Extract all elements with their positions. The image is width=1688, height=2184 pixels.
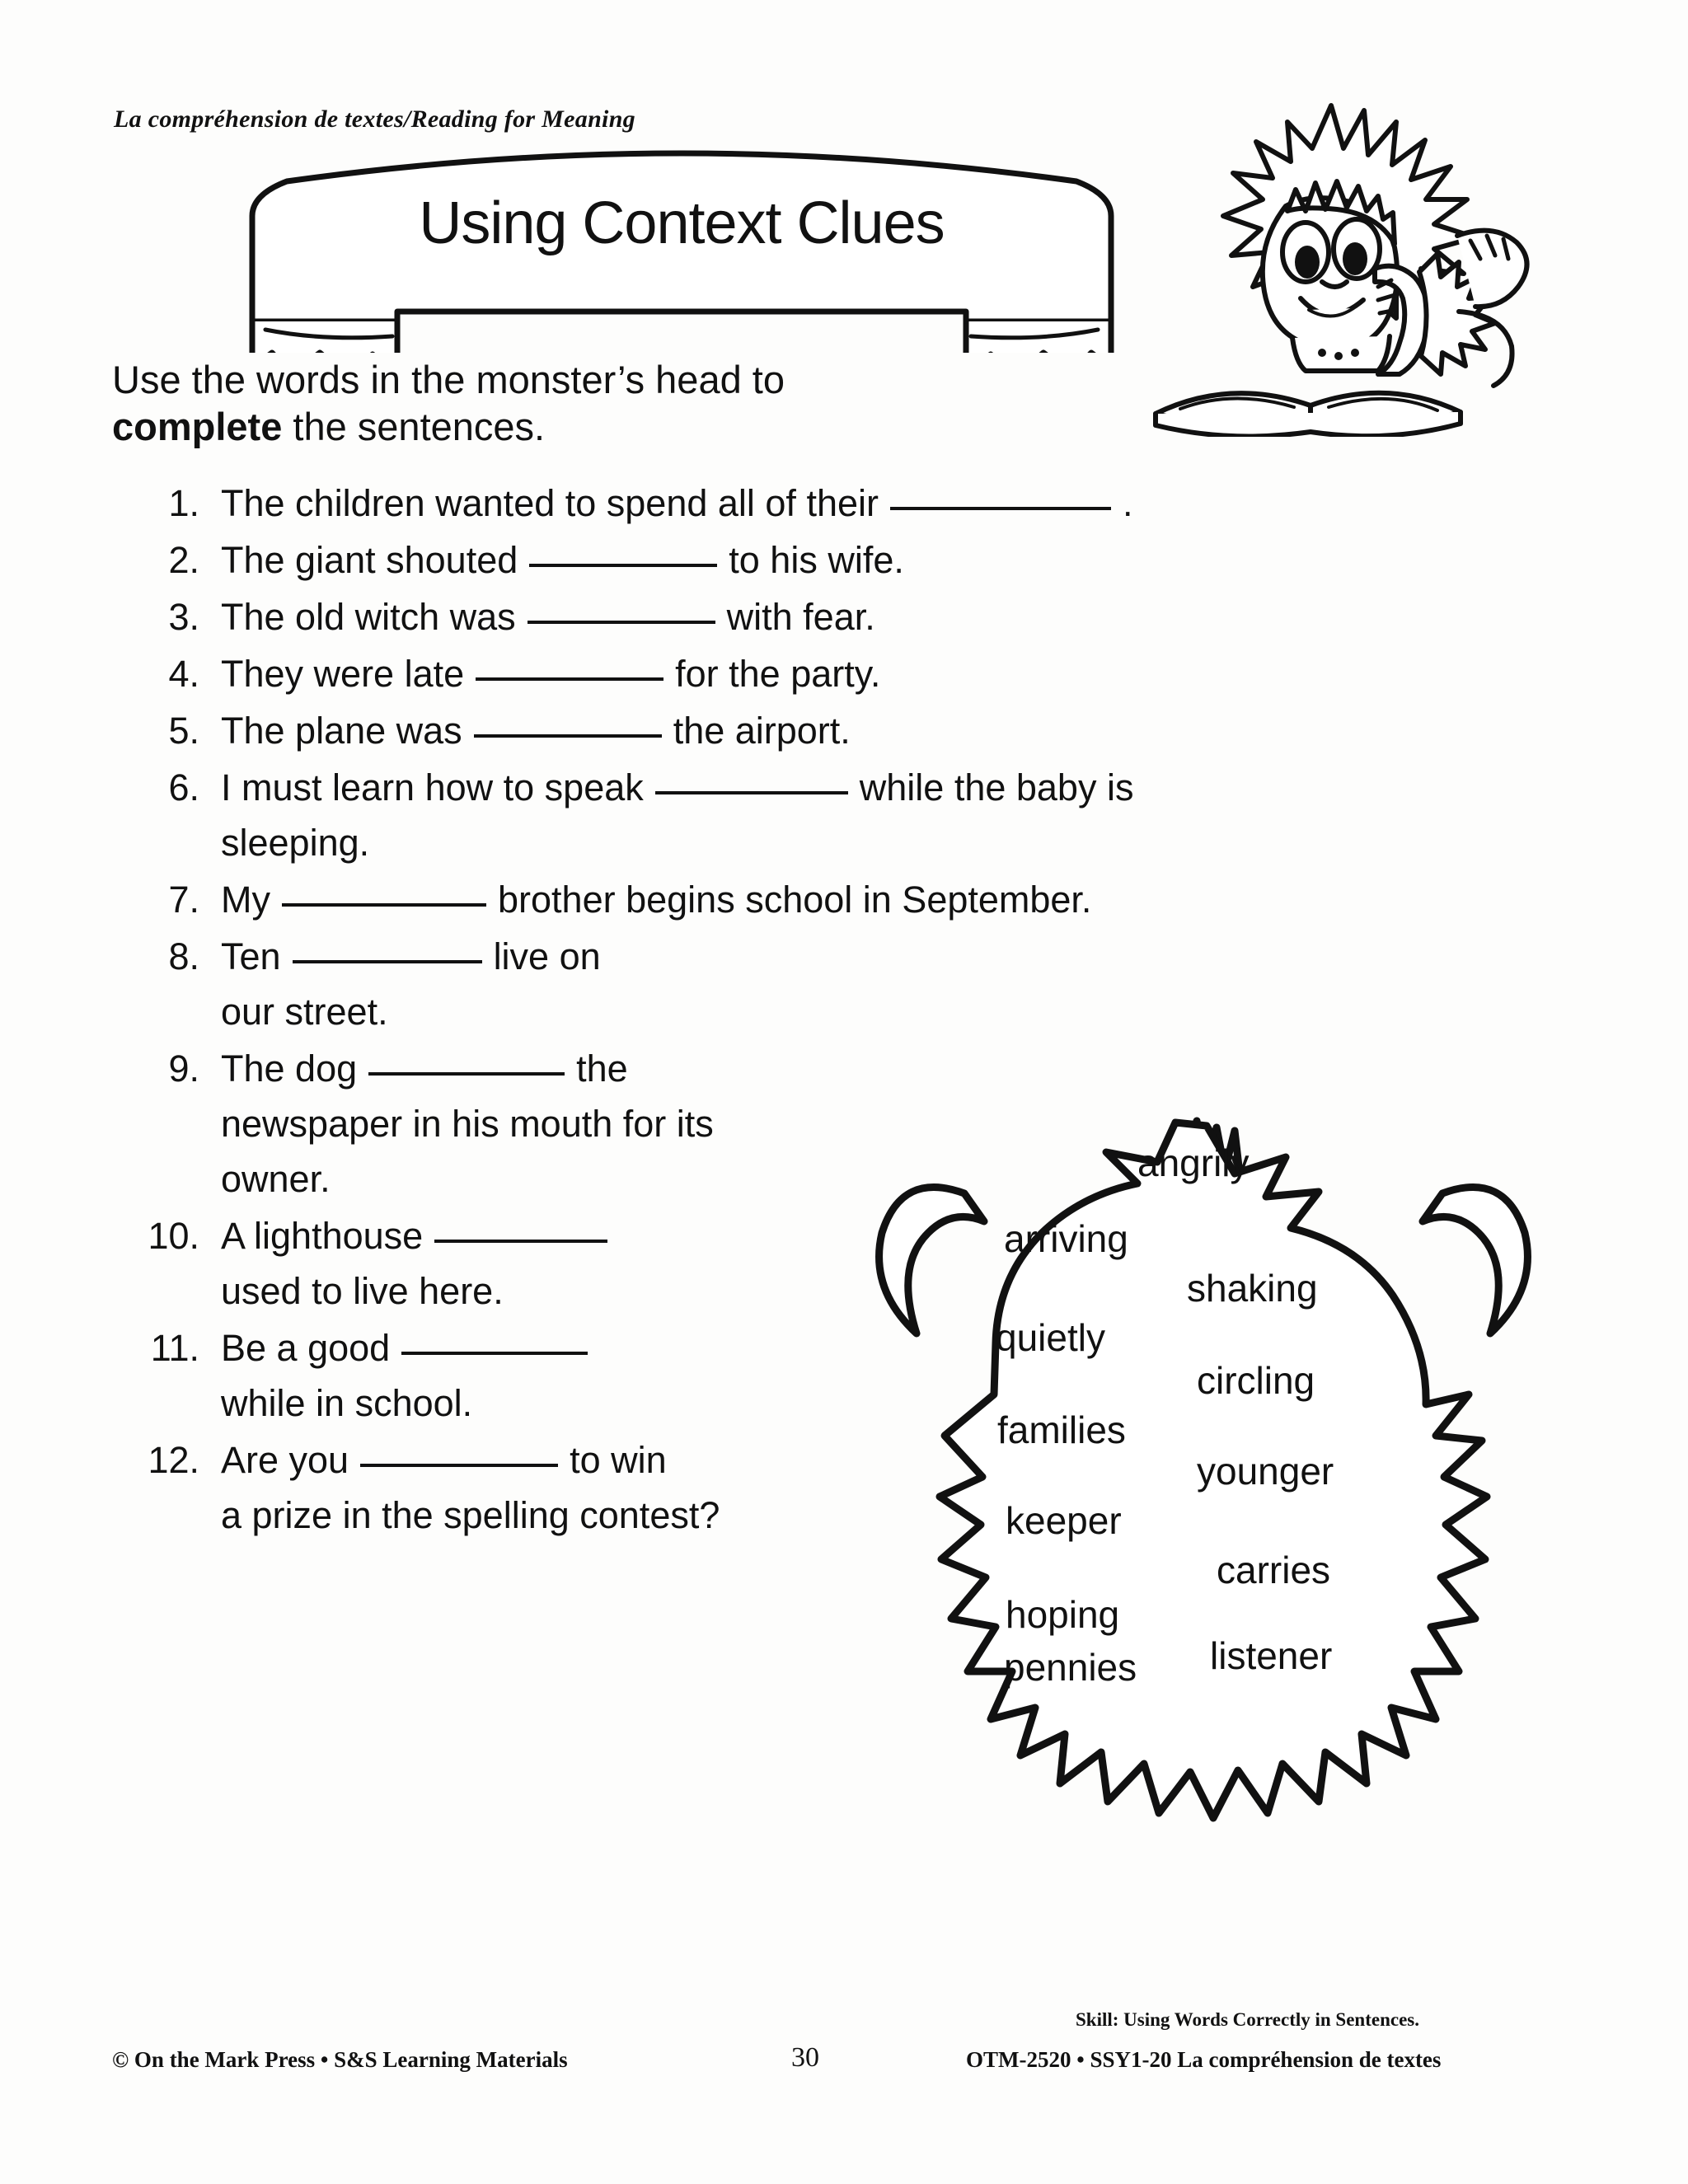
question-number: 10. <box>148 1215 199 1257</box>
question-number: 2. <box>168 539 199 581</box>
word-bank-word[interactable]: arriving <box>1004 1217 1128 1260</box>
instructions-part2: the sentences. <box>282 405 546 449</box>
question-number: 1. <box>168 482 199 524</box>
question-body <box>221 653 1541 695</box>
question-text-before-blank: The dog <box>221 1047 358 1090</box>
question-number: 8. <box>168 935 199 977</box>
question-text-before-blank: Ten <box>221 935 281 977</box>
question-row <box>124 879 1541 921</box>
instructions-emphasis: complete <box>112 405 283 449</box>
question-row <box>124 541 1541 579</box>
answer-blank[interactable] <box>401 1351 588 1355</box>
question-row <box>124 653 1541 695</box>
word-bank-word[interactable]: angrily <box>1137 1141 1250 1184</box>
question-body <box>221 766 1541 864</box>
answer-blank[interactable] <box>476 677 663 681</box>
word-bank-word[interactable]: keeper <box>1006 1499 1122 1542</box>
skill-line: Skill: Using Words Correctly in Sentences. <box>1076 2009 1419 2030</box>
question-text-after-blank: . <box>1122 482 1133 524</box>
question-continuation-line: used to live here. <box>221 1270 504 1312</box>
answer-blank[interactable] <box>282 902 486 907</box>
footer-product-code: OTM-2520 • SSY1-20 La compréhension de textes <box>966 2047 1442 2072</box>
question-text-after-blank: the airport. <box>673 710 851 752</box>
title-banner <box>241 147 1123 353</box>
question-row <box>124 766 1541 864</box>
word-bank-word[interactable]: listener <box>1210 1634 1333 1677</box>
question-text-before-blank: My <box>221 879 270 921</box>
word-bank-word[interactable]: families <box>997 1408 1126 1451</box>
question-text-before-blank: They were late <box>221 653 465 695</box>
running-head: La compréhension de textes/Reading for Meaning <box>114 105 635 133</box>
answer-blank[interactable] <box>368 1071 565 1076</box>
question-text-after-blank: to win <box>570 1439 667 1481</box>
word-bank-word[interactable]: younger <box>1197 1450 1334 1493</box>
question-text-after-blank: live on <box>493 935 601 977</box>
question-body <box>221 879 1541 921</box>
instructions-part1: Use the words in the monster’s head to <box>112 358 785 401</box>
monster-mascot-icon <box>1131 91 1543 437</box>
question-number: 9. <box>168 1047 199 1090</box>
question-continuation-line: our street. <box>221 991 388 1033</box>
question-text-after-blank: to his wife. <box>729 539 904 581</box>
question-body <box>221 596 1541 638</box>
question-row <box>124 935 1541 1033</box>
question-text-before-blank: Be a good <box>221 1327 391 1369</box>
word-bank-word[interactable]: hoping <box>1006 1593 1120 1636</box>
question-text-after-blank: with fear. <box>726 596 875 638</box>
question-continuation-line: sleeping. <box>221 822 370 864</box>
question-number: 3. <box>168 596 199 638</box>
question-row <box>124 710 1541 752</box>
answer-blank[interactable] <box>890 506 1111 510</box>
question-text-after-blank: while the baby is <box>859 766 1134 808</box>
question-number: 11. <box>150 1327 199 1369</box>
question-number: 12. <box>148 1439 199 1481</box>
answer-blank[interactable] <box>434 1239 607 1243</box>
answer-blank[interactable] <box>655 790 848 794</box>
question-body <box>221 710 1541 752</box>
question-text-before-blank: The old witch was <box>221 596 516 638</box>
question-continuation-line: a prize in the spelling contest? <box>221 1494 720 1536</box>
question-number: 6. <box>168 766 199 808</box>
question-number: 4. <box>168 653 199 695</box>
question-text-after-blank: the <box>576 1047 628 1090</box>
question-text-before-blank: Are you <box>221 1439 349 1481</box>
word-bank-word[interactable]: shaking <box>1187 1267 1318 1310</box>
question-text-before-blank: A lighthouse <box>221 1215 424 1257</box>
answer-blank[interactable] <box>529 563 717 567</box>
question-body <box>221 935 1541 1033</box>
question-number: 5. <box>168 710 199 752</box>
question-text-before-blank: The plane was <box>221 710 462 752</box>
word-bank-monster-head <box>874 1071 1533 1953</box>
instructions <box>112 356 903 451</box>
answer-blank[interactable] <box>474 733 662 738</box>
word-bank-word[interactable]: carries <box>1217 1549 1331 1591</box>
footer-page-number: 30 <box>791 2042 819 2073</box>
question-number: 7. <box>168 879 199 921</box>
question-text-after-blank: brother begins school in September. <box>498 879 1092 921</box>
question-row <box>124 596 1541 638</box>
footer-copyright: © On the Mark Press • S&S Learning Materials <box>112 2047 568 2072</box>
word-bank-word[interactable]: quietly <box>996 1316 1105 1359</box>
question-text-before-blank: I must learn how to speak <box>221 766 644 808</box>
word-bank-word[interactable]: circling <box>1197 1359 1315 1402</box>
answer-blank[interactable] <box>293 959 482 963</box>
question-text-after-blank: for the party. <box>675 653 881 695</box>
page-title: Using Context Clues <box>419 190 945 256</box>
answer-blank[interactable] <box>360 1463 558 1467</box>
question-continuation-line: owner. <box>221 1158 331 1200</box>
question-text-before-blank: The children wanted to spend all of their <box>221 482 879 524</box>
question-text-before-blank: The giant shouted <box>221 539 518 581</box>
word-bank-word[interactable]: pennies <box>1004 1646 1137 1689</box>
question-body <box>221 482 1541 524</box>
answer-blank[interactable] <box>528 620 715 624</box>
question-continuation-line: while in school. <box>221 1382 473 1424</box>
question-body <box>221 541 1541 579</box>
question-continuation-line: newspaper in his mouth for its <box>221 1103 714 1145</box>
question-row <box>124 482 1541 524</box>
